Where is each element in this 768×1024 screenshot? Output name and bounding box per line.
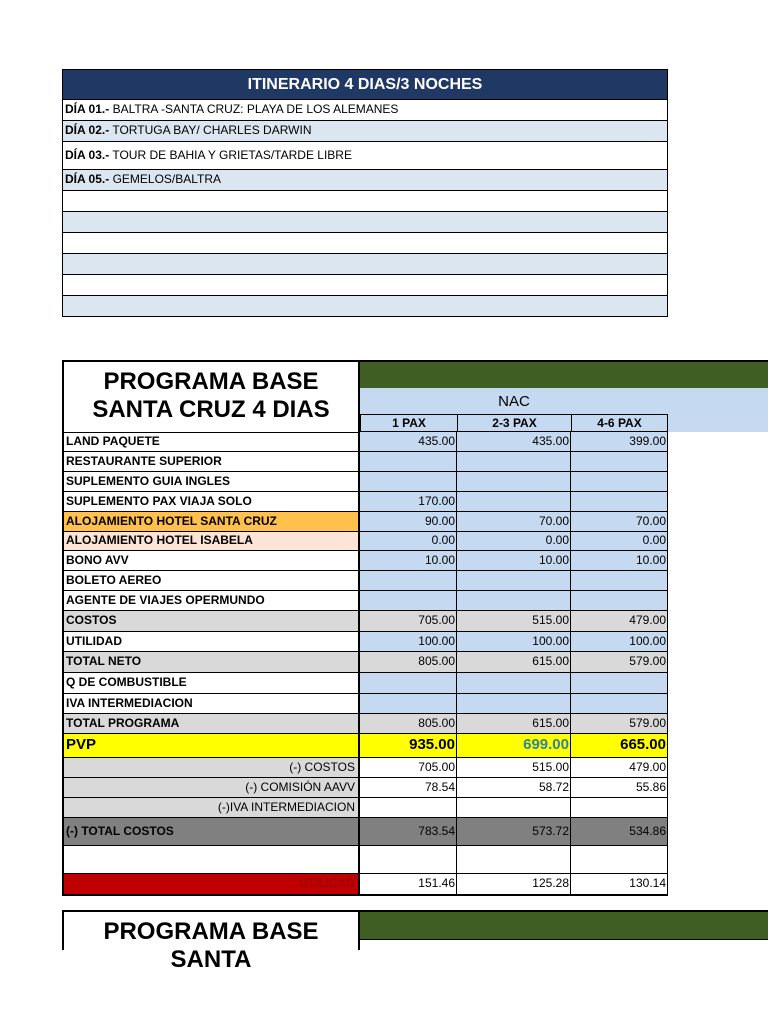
cell-value [360,452,457,471]
table-row [62,432,668,452]
cell-value: 151.46 [360,874,457,894]
table-row [62,571,668,591]
program-title: PROGRAMA BASE SANTA CRUZ 4 DIAS [62,360,360,433]
itinerary-row-empty [62,275,668,296]
cell-value: 70.00 [457,512,571,531]
cell-value: 10.00 [571,551,668,570]
cell-value: 58.72 [457,778,571,797]
column-header-4-6pax: 4-6 PAX [571,414,668,432]
column-header-1pax: 1 PAX [360,414,458,432]
cell-value: 130.14 [571,874,668,894]
cell-value [571,846,668,873]
cell-value [360,846,457,873]
cell-value: 399.00 [571,432,668,451]
table-row [62,591,668,611]
row-label: PVP [62,734,360,757]
row-label: TOTAL NETO [62,652,360,672]
table-row [62,492,668,512]
cell-value: 479.00 [571,611,668,631]
row-label: RESTAURANTE SUPERIOR [62,452,360,471]
cell-value: 579.00 [571,714,668,733]
cell-value [457,694,571,713]
cell-value [360,472,457,491]
row-label: BONO AVV [62,551,360,570]
itinerary-row-empty [62,212,668,233]
cell-value [571,492,668,511]
itinerary-row-empty [62,296,668,317]
cell-value [457,452,571,471]
cell-value: 705.00 [360,611,457,631]
cell-value: 100.00 [457,632,571,651]
cell-value: 0.00 [457,532,571,550]
itinerary-row-empty [62,233,668,254]
cell-value: 783.54 [360,818,457,845]
table-row [62,778,668,798]
table-row [62,714,668,734]
cell-value: 705.00 [360,758,457,777]
itinerary-table [62,69,668,317]
cell-value: 100.00 [571,632,668,651]
row-label: (-) COMISIÓN AAVV [62,778,360,797]
row-label: COSTOS [62,611,360,631]
cell-value: 435.00 [360,432,457,451]
row-label: Q DE COMBUSTIBLE [62,673,360,693]
cell-value [360,798,457,817]
table-row [62,874,668,896]
cell-value: 479.00 [571,758,668,777]
cell-value [457,798,571,817]
table-row [62,452,668,472]
table-row [62,694,668,714]
cell-value [571,694,668,713]
cell-value: 435.00 [457,432,571,451]
cell-value [457,673,571,693]
row-label: TOTAL PROGRAMA [62,714,360,733]
cell-value: 615.00 [457,714,571,733]
itinerary-title: ITINERARIO 4 DIAS/3 NOCHES [62,69,668,100]
cell-value: 515.00 [457,758,571,777]
row-label: (-) COSTOS [62,758,360,777]
table-row [62,846,668,874]
cell-value: 10.00 [360,551,457,570]
table-row [62,652,668,673]
itinerary-row: DÍA 01.- BALTRA -SANTA CRUZ: PLAYA DE LOS ALEMANES [62,100,668,121]
program-table [62,432,668,896]
cell-value: 10.00 [457,551,571,570]
cell-value [360,571,457,590]
row-label: (-) TOTAL COSTOS [62,818,360,845]
table-row [62,551,668,571]
cell-value [571,571,668,590]
table-row [62,632,668,652]
itinerary-row: DÍA 02.- TORTUGA BAY/ CHARLES DARWIN [62,121,668,142]
cell-value [571,798,668,817]
row-label: ALOJAMIENTO HOTEL ISABELA [62,532,360,550]
header-band [360,360,768,388]
cell-value: 805.00 [360,652,457,672]
cell-value: 699.00 [457,734,571,757]
cell-value: 0.00 [571,532,668,550]
column-header-2-3pax: 2-3 PAX [457,414,572,432]
row-label: IVA INTERMEDIACION [62,694,360,713]
cell-value [457,492,571,511]
cell-value: 935.00 [360,734,457,757]
nac-label: NAC [498,393,530,410]
cell-value: 78.54 [360,778,457,797]
row-label: LAND PAQUETE [62,432,360,451]
cell-value: 125.28 [457,874,571,894]
cell-value [571,673,668,693]
cell-value [457,571,571,590]
itinerary-row-empty [62,191,668,212]
table-row [62,798,668,818]
row-label: BOLETO AEREO [62,571,360,590]
row-label: UTILIDAD [62,874,360,894]
cell-value: 0.00 [360,532,457,550]
table-row [62,472,668,492]
table-row [62,512,668,532]
row-label: ALOJAMIENTO HOTEL SANTA CRUZ [62,512,360,531]
cell-value: 515.00 [457,611,571,631]
cell-value: 100.00 [360,632,457,651]
cell-value: 665.00 [571,734,668,757]
row-label: SUPLEMENTO PAX VIAJA SOLO [62,492,360,511]
cell-value: 90.00 [360,512,457,531]
row-label: UTILIDAD [62,632,360,651]
cell-value [360,694,457,713]
cell-value [457,846,571,873]
cell-value [571,452,668,471]
itinerary-row: DÍA 05.- GEMELOS/BALTRA [62,170,668,191]
cell-value: 615.00 [457,652,571,672]
cell-value [571,591,668,610]
cell-value [360,673,457,693]
cell-value: 55.86 [571,778,668,797]
cell-value: 573.72 [457,818,571,845]
row-label: AGENTE DE VIAJES OPERMUNDO [62,591,360,610]
cell-value: 70.00 [571,512,668,531]
table-row [62,818,668,846]
row-label: (-)IVA INTERMEDIACION [62,798,360,817]
cell-value: 579.00 [571,652,668,672]
itinerary-row-empty [62,254,668,275]
table-row [62,532,668,551]
table-row [62,611,668,632]
cell-value [457,472,571,491]
table-row [62,673,668,694]
table-row [62,734,668,758]
cell-value: 170.00 [360,492,457,511]
program-title-2: PROGRAMA BASE SANTA [62,910,360,950]
cell-value [360,591,457,610]
row-label: SUPLEMENTO GUIA INGLES [62,472,360,491]
itinerary-row: DÍA 03.- TOUR DE BAHIA Y GRIETAS/TARDE LIBRE [62,142,668,170]
cell-value: 534.86 [571,818,668,845]
header-band-2 [360,910,768,940]
row-label [62,846,360,873]
table-row [62,758,668,778]
cell-value: 805.00 [360,714,457,733]
cell-value [457,591,571,610]
cell-value [571,472,668,491]
